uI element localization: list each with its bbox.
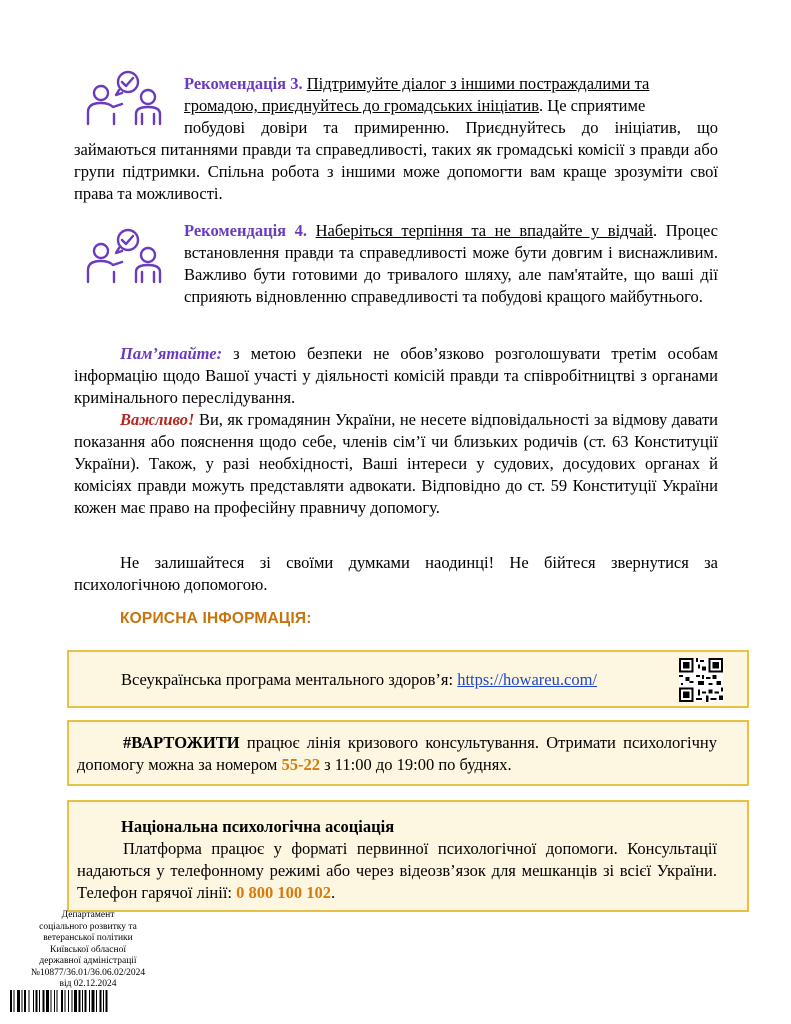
mental-health-program-line — [121, 669, 661, 691]
recommendation-3-headline-a: Підтримуйте діалог з іншими постраждалими та — [306, 74, 650, 93]
registration-stamp — [6, 910, 170, 991]
important-text: Ви, як громадянин України, не несете відповідальності за відмову давати показання або пояснення щодо себе, членів сім’ї чи близьких родичів (ст. 63 Конституції України). Також, у разі необхідності, Ваші інтереси у судових, досудових органах й комісіях правди можуть представляти адвокати. Відповідно до ст. 59 Конституції України кожен має право на професійну правничу допомогу. — [74, 410, 718, 517]
recommendation-3-label: Рекомендація 3. — [184, 74, 303, 93]
recommendation-4-body: . Процес встановлення правди та справедливості може бути довгим і виснажливим. Важливо бути готовими до тривалого шляху, але пам'ятайте, що ваші дії сприяють відновленню справедливості та побудові кращого майбутнього. — [184, 221, 719, 306]
remember-paragraph — [74, 343, 718, 409]
barcode-icon — [10, 990, 170, 1012]
howareu-link[interactable]: https://howareu.com/ — [457, 670, 597, 689]
closing-text: Не залишайтеся зі своїми думками наодинці! Не бійтеся звернутися за психологічною допомогою. — [74, 553, 718, 594]
useful-info-heading: КОРИСНА ІНФОРМАЦІЯ: — [120, 610, 312, 627]
stamp-line: Київської обласної — [50, 944, 126, 955]
association-text: Платформа працює у форматі первинної психологічної допомоги. Консультації надаються у телефонному режимі або через відеозв’язок для мешканців зі всієї України. Телефон гарячої лінії: — [77, 839, 717, 902]
recommendation-4 — [74, 220, 718, 308]
mental-health-program-box — [67, 650, 749, 708]
stamp-line: Департамент — [61, 910, 115, 920]
remember-text: з метою безпеки не обов’язково розголошувати третім особам інформацію щодо Вашої участі у діяльності комісій правди та співробітництві з органами кримінального переслідування. — [74, 344, 718, 407]
important-paragraph — [74, 409, 718, 519]
association-text-block — [77, 838, 717, 904]
crisis-line-text-a: працює лінія кризового консультування. Отримати психологічну допомогу можна за номером — [77, 733, 717, 774]
stamp-line: від 02.12.2024 — [59, 979, 117, 989]
crisis-line-text — [77, 732, 717, 776]
recommendation-4-label: Рекомендація 4. — [184, 221, 308, 240]
recommendation-3-body-a: . Це сприятиме — [539, 96, 646, 115]
association-tail: . — [331, 883, 336, 902]
crisis-line-box — [67, 720, 749, 786]
crisis-line-number: 55-22 — [281, 755, 320, 774]
recommendation-3-body — [74, 117, 718, 205]
stamp-line: державної адміністрації — [39, 956, 137, 966]
stamp-line: ветеранської політики — [43, 933, 133, 943]
recommendation-3-body-b: побудові довіри та примиренню. Приєднуйтесь до ініціатив, що займаються питаннями правди та справедливості, таких як громадські комісії з правди або групи підтримки. Спільна робота з іншими може допомогти вам краще зрозуміти свої права та можливості. — [74, 118, 718, 203]
psychological-association-box — [67, 800, 749, 912]
crisis-line-label: #ВАРТОЖИТИ — [123, 733, 240, 752]
recommendation-3-headline-b: громадою, приєднуйтесь до громадських ініціатив — [184, 96, 540, 115]
recommendation-4-headline: Наберіться терпіння та не впадайте у відчай — [315, 221, 654, 240]
qr-code-icon — [679, 658, 723, 702]
stamp-line: соціального розвитку та — [39, 921, 137, 932]
stamp-line: №10877/36.01/36.06.02/2024 — [30, 967, 146, 978]
association-phone: 0 800 100 102 — [236, 883, 332, 902]
important-label: Важливо! — [120, 410, 195, 429]
association-title: Національна психологічна асоціація — [121, 817, 395, 836]
recommendation-3-lead-2 — [74, 95, 718, 117]
mental-health-program-text: Всеукраїнська програма ментального здоров’я: — [121, 670, 458, 689]
crisis-line-text-b: з 11:00 до 19:00 по буднях. — [319, 755, 512, 774]
closing-paragraph — [74, 552, 718, 596]
recommendation-3-lead — [74, 73, 718, 95]
remember-label: Пам’ятайте: — [120, 344, 223, 363]
